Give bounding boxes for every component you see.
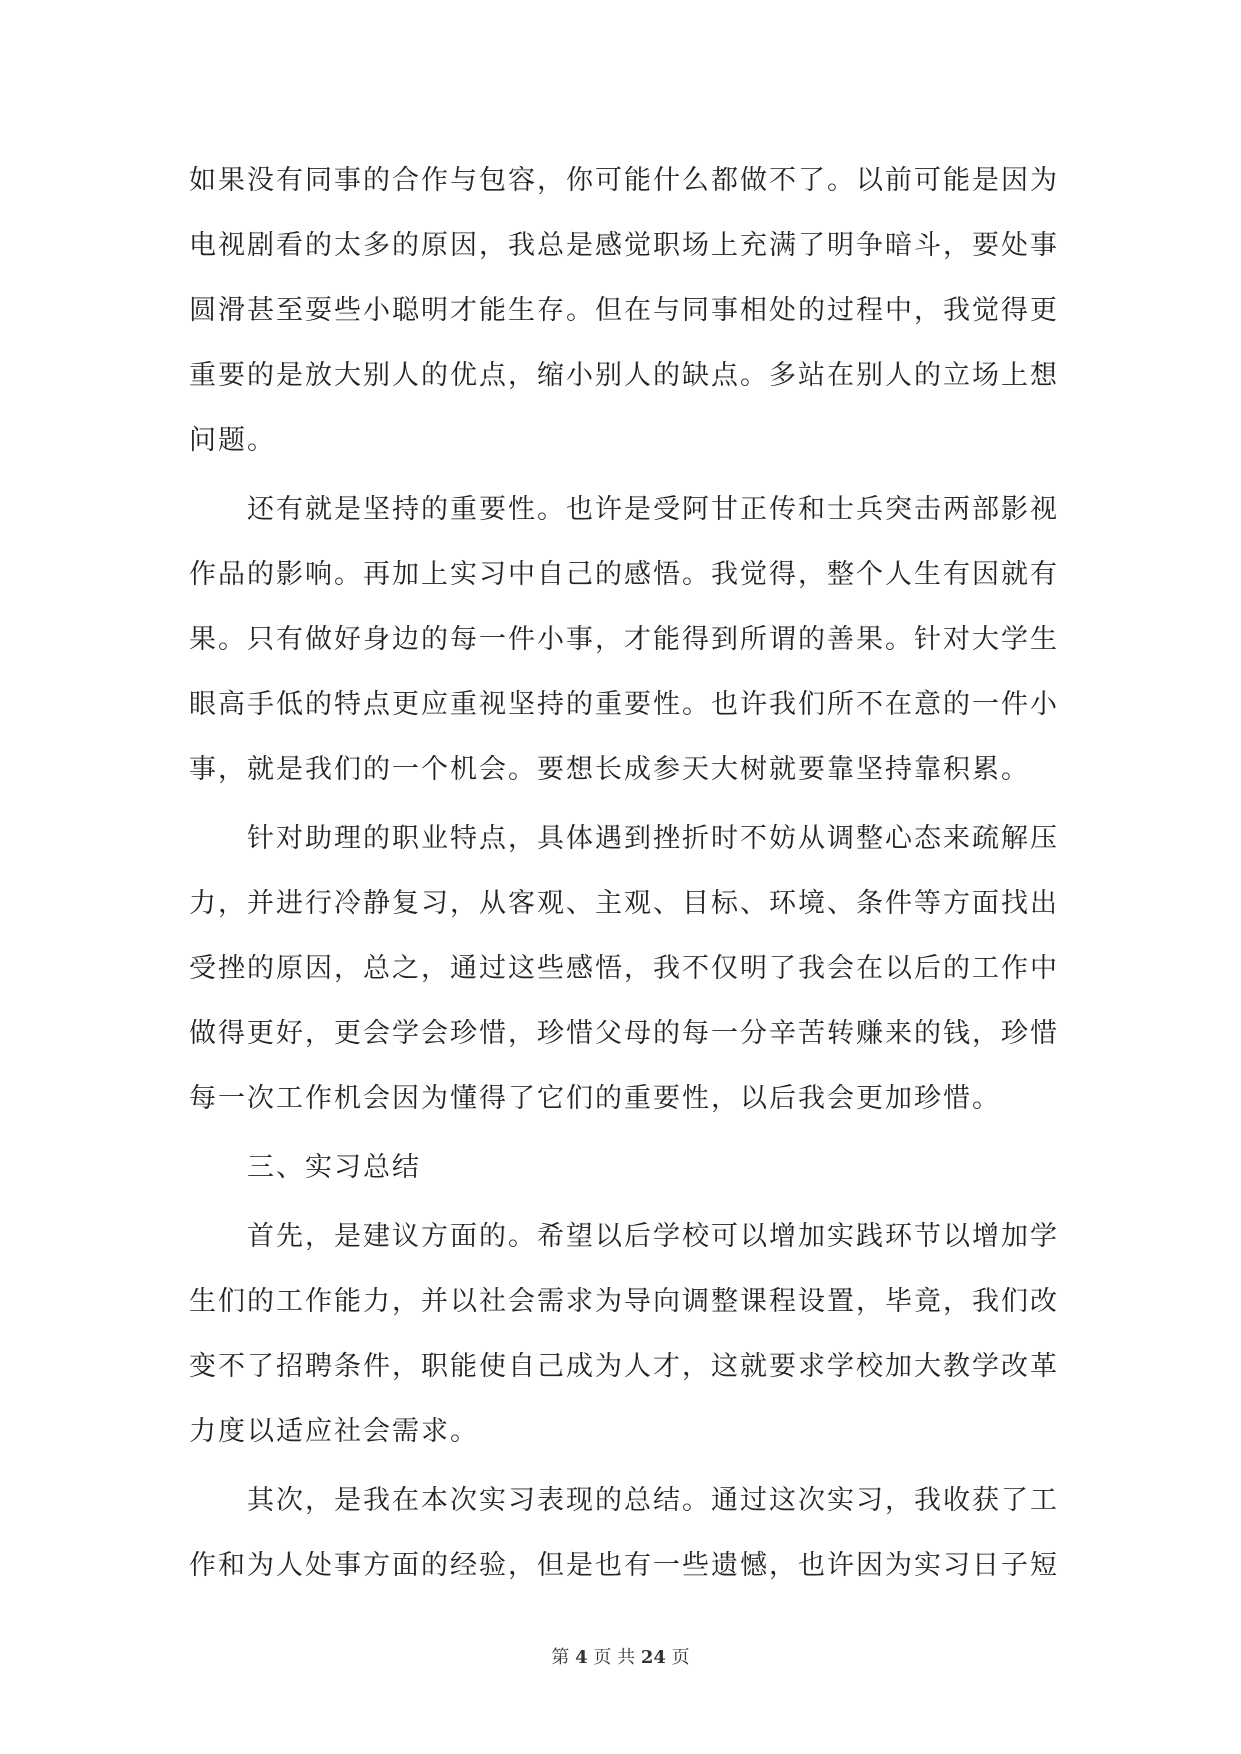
paragraph bbox=[189, 1468, 1079, 1598]
text-line: 受挫的原因，总之，通过这些感悟，我不仅明了我会在以后的工作中 bbox=[189, 953, 1059, 984]
paragraph bbox=[189, 477, 1079, 802]
section-heading-text: 三、实习总结 bbox=[247, 1152, 421, 1183]
footer-suffix: 页 bbox=[671, 1647, 690, 1668]
footer-prefix: 第 bbox=[551, 1647, 570, 1668]
text-line: 果。只有做好身边的每一件小事，才能得到所谓的善果。针对大学生 bbox=[189, 624, 1059, 655]
text-line: 力，并进行冷静复习，从客观、主观、目标、环境、条件等方面找出 bbox=[189, 888, 1059, 919]
document-body bbox=[189, 148, 1079, 1598]
text-line: 首先，是建议方面的。希望以后学校可以增加实践环节以增加学 bbox=[247, 1221, 1059, 1252]
text-line: 做得更好，更会学会珍惜，珍惜父母的每一分辛苦转赚来的钱，珍惜 bbox=[189, 1018, 1059, 1049]
total-pages-number: 24 bbox=[640, 1647, 666, 1668]
text-line: 其次，是我在本次实习表现的总结。通过这次实习，我收获了工 bbox=[247, 1485, 1059, 1516]
text-line: 圆滑甚至耍些小聪明才能生存。但在与同事相处的过程中，我觉得更 bbox=[189, 295, 1059, 326]
text-line: 还有就是坚持的重要性。也许是受阿甘正传和士兵突击两部影视 bbox=[247, 494, 1059, 525]
current-page-number: 4 bbox=[575, 1647, 588, 1668]
paragraph bbox=[189, 148, 1079, 473]
text-line: 重要的是放大别人的优点，缩小别人的缺点。多站在别人的立场上想 bbox=[189, 360, 1059, 391]
paragraph bbox=[189, 1204, 1079, 1464]
text-line: 事，就是我们的一个机会。要想长成参天大树就要靠坚持靠积累。 bbox=[189, 754, 1030, 785]
text-line: 力度以适应社会需求。 bbox=[189, 1416, 479, 1447]
text-line: 眼高手低的特点更应重视坚持的重要性。也许我们所不在意的一件小 bbox=[189, 689, 1059, 720]
text-line: 针对助理的职业特点，具体遇到挫折时不妨从调整心态来疏解压 bbox=[247, 823, 1059, 854]
footer-middle: 页 共 bbox=[593, 1647, 636, 1668]
text-line: 电视剧看的太多的原因，我总是感觉职场上充满了明争暗斗，要处事 bbox=[189, 230, 1059, 261]
text-line: 每一次工作机会因为懂得了它们的重要性，以后我会更加珍惜。 bbox=[189, 1083, 1001, 1114]
text-line: 如果没有同事的合作与包容，你可能什么都做不了。以前可能是因为 bbox=[189, 165, 1059, 196]
text-line: 生们的工作能力，并以社会需求为导向调整课程设置，毕竟，我们改 bbox=[189, 1286, 1059, 1317]
text-line: 作和为人处事方面的经验，但是也有一些遗憾，也许因为实习日子短 bbox=[189, 1550, 1059, 1581]
text-line: 变不了招聘条件，职能使自己成为人才，这就要求学校加大教学改革 bbox=[189, 1351, 1059, 1382]
page-footer bbox=[0, 1645, 1241, 1671]
paragraph bbox=[189, 806, 1079, 1131]
text-line: 作品的影响。再加上实习中自己的感悟。我觉得，整个人生有因就有 bbox=[189, 559, 1059, 590]
section-heading bbox=[189, 1135, 1079, 1200]
text-line: 问题。 bbox=[189, 425, 276, 456]
